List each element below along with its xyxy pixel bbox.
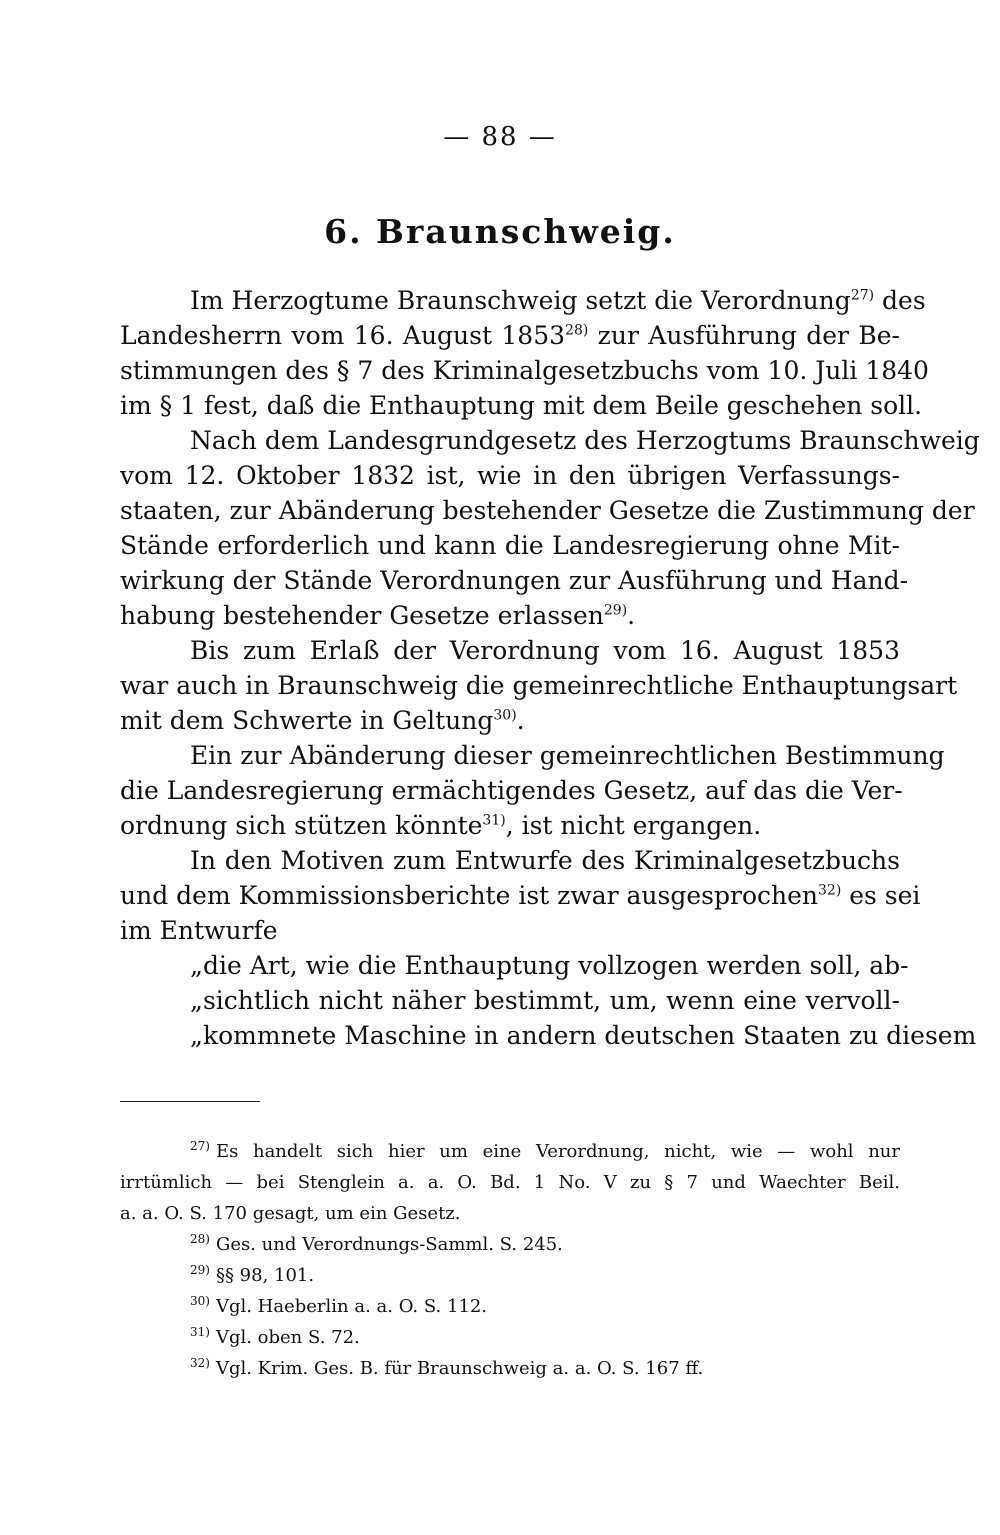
text-line [120, 598, 900, 633]
footnote-text: Es handelt sich hier um eine Verordnung, nicht, wie — wohl nur [215, 1141, 900, 1162]
line-text: Nach dem Landesgrundgesetz des Herzogtums Braunschweig [190, 426, 980, 455]
footnote-text: a. a. O. S. 170 gesagt, um ein Gesetz. [120, 1203, 461, 1224]
text-line [120, 458, 900, 493]
text-line [120, 423, 980, 458]
text-line [120, 703, 900, 738]
text-line [120, 668, 958, 703]
line-text: Landesherrn vom 16. August 1853 [120, 321, 566, 350]
footnotes [120, 1136, 900, 1384]
footnote-text: irrtümlich — bei Stenglein a. a. O. Bd. 1 No. V zu § 7 und Waechter Beil. [120, 1172, 900, 1193]
line-text: stimmungen des § 7 des Kriminalgesetzbuchs vom 10. Juli 1840 [120, 356, 929, 385]
text-line [120, 528, 900, 563]
line-text: mit dem Schwerte in Geltung [120, 706, 494, 735]
footnote-text: Vgl. oben S. 72. [215, 1327, 360, 1348]
line-text: „sichtlich nicht näher bestimmt, um, wenn eine vervoll- [190, 986, 900, 1015]
line-text: die Landesregierung ermächtigendes Gesetz, auf das die Ver- [120, 776, 903, 805]
line-text: im Entwurfe [120, 916, 278, 945]
footnote-line [120, 1260, 900, 1291]
text-line [120, 773, 903, 808]
section-heading: 6. Braunschweig. [324, 212, 676, 251]
footnote [120, 1229, 900, 1260]
line-text: war auch in Braunschweig die gemeinrechtliche Enthauptungsart [120, 671, 958, 700]
line-text: wirkung der Stände Verordnungen zur Ausführung und Hand- [120, 566, 909, 595]
footnote-line [120, 1291, 900, 1322]
paragraph [120, 633, 958, 738]
footnote-reference: 28) [565, 322, 589, 339]
paragraph [120, 423, 980, 633]
footnote-line [120, 1322, 900, 1353]
line-text-tail: es sei [841, 881, 921, 910]
line-text-tail: . [516, 706, 525, 735]
line-text: im § 1 fest, daß die Enthauptung mit dem Beile geschehen soll. [120, 391, 923, 420]
text-line [120, 1018, 977, 1053]
footnote [120, 1353, 900, 1384]
line-text: und dem Kommissionsberichte ist zwar ausgesprochen [120, 881, 818, 910]
footnote-line [120, 1353, 900, 1384]
footnote-text: §§ 98, 101. [215, 1265, 315, 1286]
footnote-line [120, 1136, 900, 1167]
footnote-mark: 27) [190, 1139, 210, 1153]
footnote-reference: 32) [818, 882, 842, 899]
footnote-line [120, 1167, 900, 1198]
line-text: In den Motiven zum Entwurfe des Kriminalgesetzbuchs [190, 846, 900, 875]
text-line [120, 563, 909, 598]
text-line [120, 913, 900, 948]
line-text-tail: des [874, 286, 926, 315]
line-text: „kommnete Maschine in andern deutschen Staaten zu diesem [190, 1021, 977, 1050]
line-text: Im Herzogtume Braunschweig setzt die Verordnung [190, 286, 851, 315]
footnote-mark: 28) [190, 1232, 210, 1246]
text-line [120, 808, 900, 843]
footnote-reference: 29) [603, 602, 628, 619]
footnote [120, 1322, 900, 1353]
footnote [120, 1136, 900, 1229]
footnote-reference: 27) [850, 287, 875, 304]
text-line [120, 318, 900, 353]
paragraph [120, 843, 921, 948]
line-text: ordnung sich stützen könnte [120, 811, 483, 840]
footnote-mark: 32) [190, 1356, 210, 1370]
text-line [120, 493, 975, 528]
page-number: — 88 — [443, 122, 557, 152]
line-text: Bis zum Erlaß der Verordnung vom 16. August 1853 [190, 636, 900, 665]
line-text: Stände erforderlich und kann die Landesregierung ohne Mit- [120, 531, 900, 560]
text-line [120, 738, 945, 773]
text-line [120, 948, 909, 983]
line-text: „die Art, wie die Enthauptung vollzogen werden soll, ab- [190, 951, 909, 980]
line-text: habung bestehender Gesetze erlassen [120, 601, 604, 630]
footnote-reference: 31) [482, 812, 506, 829]
line-text: Ein zur Abänderung dieser gemeinrechtlichen Bestimmung [190, 741, 945, 770]
line-text: vom 12. Oktober 1832 ist, wie in den übrigen Verfassungs- [120, 461, 900, 490]
line-text-tail: . [627, 601, 636, 630]
text-line [120, 843, 900, 878]
line-text-tail: zur Ausführung der Be- [588, 321, 900, 350]
footnote-text: Vgl. Krim. Ges. B. für Braunschweig a. a. O. S. 167 ff. [215, 1358, 704, 1379]
footnote [120, 1260, 900, 1291]
footnote-mark: 30) [190, 1294, 210, 1308]
text-line [120, 353, 929, 388]
paragraph [120, 283, 929, 423]
footnote-reference: 30) [493, 707, 517, 724]
footnote-line [120, 1229, 900, 1260]
text-line [120, 633, 900, 668]
footnote-mark: 31) [190, 1325, 210, 1339]
paragraph [120, 948, 977, 1053]
footnote-mark: 29) [190, 1263, 210, 1277]
text-line [120, 283, 926, 318]
text-line [120, 878, 921, 913]
line-text: staaten, zur Abänderung bestehender Gesetze die Zustimmung der [120, 496, 975, 525]
footnote-text: Vgl. Haeberlin a. a. O. S. 112. [215, 1296, 488, 1317]
footnote-line [120, 1198, 900, 1229]
footnote [120, 1291, 900, 1322]
line-text-tail: , ist nicht ergangen. [505, 811, 762, 840]
text-line [120, 388, 923, 423]
text-line [120, 983, 900, 1018]
paragraph [120, 738, 945, 843]
body-text [120, 283, 980, 1053]
footnote-separator [120, 1101, 260, 1102]
footnote-text: Ges. und Verordnungs-Samml. S. 245. [215, 1234, 563, 1255]
